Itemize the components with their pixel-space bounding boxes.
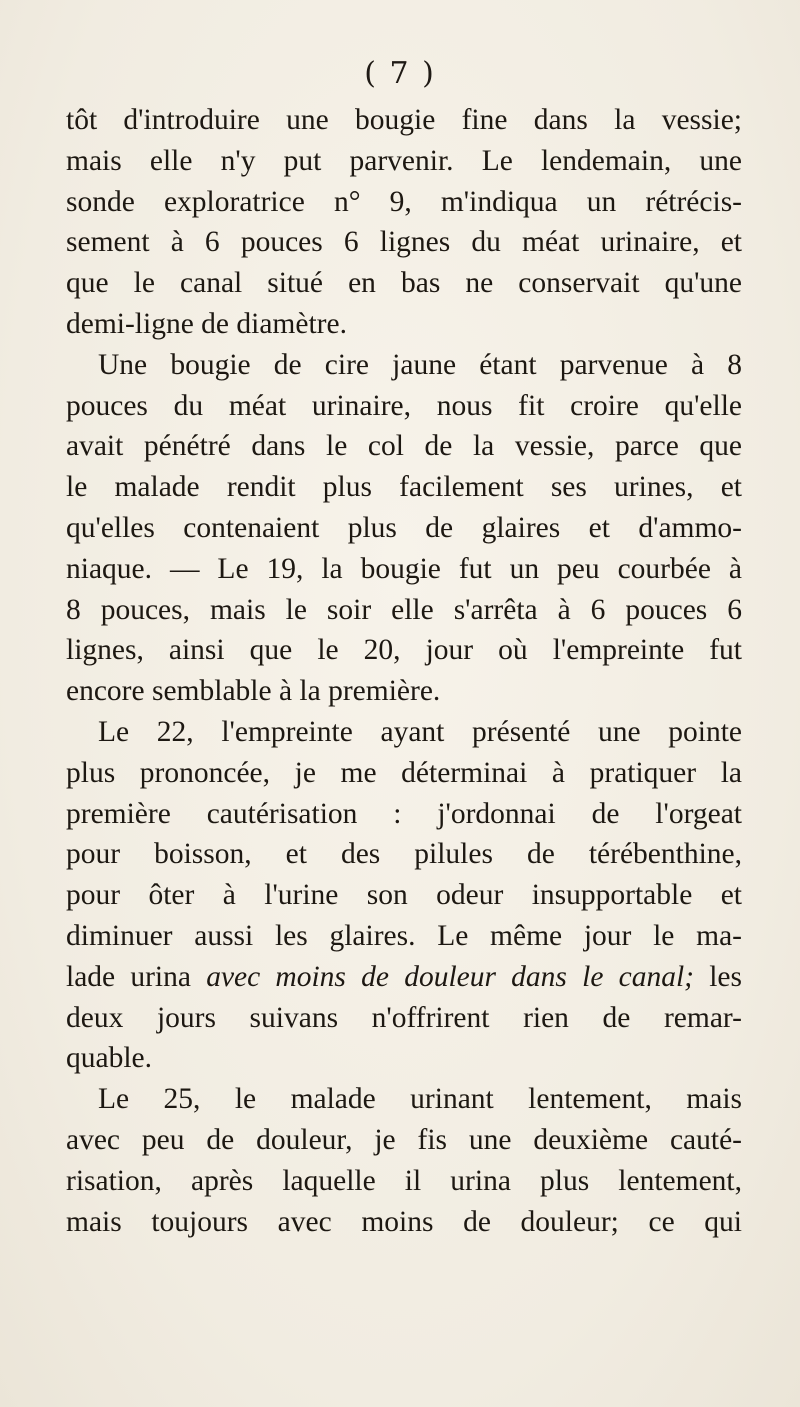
text-segment: les	[709, 960, 742, 993]
body-text	[66, 100, 742, 1242]
text-line: encore semblable à la première.	[66, 675, 441, 708]
text-line-mixed	[66, 957, 742, 998]
text-line: sonde exploratrice n° 9, m'indiqua un rétrécis-	[66, 185, 742, 218]
text-segment: lade urina	[66, 960, 191, 993]
text-line: Une bougie de cire jaune étant parvenue à 8	[98, 348, 742, 381]
text-line: avec peu de douleur, je fis une deuxième cauté-	[66, 1123, 742, 1156]
text-line: tôt d'introduire une bougie fine dans la vessie;	[66, 104, 742, 136]
text-line: Le 25, le malade urinant lentement, mais	[98, 1083, 742, 1116]
text-line: 8 pouces, mais le soir elle s'arrêta à 6 pouces 6	[66, 593, 742, 626]
text-line: lignes, ainsi que le 20, jour où l'empreinte fut	[66, 634, 742, 667]
text-line: niaque. — Le 19, la bougie fut un peu courbée à	[66, 552, 742, 585]
text-line: pour boisson, et des pilules de térébenthine,	[66, 838, 742, 871]
text-line: que le canal situé en bas ne conservait qu'une	[66, 267, 742, 300]
text-line: deux jours suivans n'offrirent rien de remar-	[66, 1001, 742, 1034]
text-line: plus prononcée, je me déterminai à pratiquer la	[66, 756, 742, 789]
text-line: quable.	[66, 1042, 153, 1075]
text-line: qu'elles contenaient plus de glaires et d'ammo-	[66, 511, 742, 544]
italic-segment: avec moins de douleur dans le canal;	[206, 960, 694, 993]
text-line: risation, après laquelle il urina plus lentement,	[66, 1164, 742, 1197]
text-line: le malade rendit plus facilement ses urines, et	[66, 471, 742, 504]
text-line: Le 22, l'empreinte ayant présenté une pointe	[98, 715, 742, 748]
text-line: mais elle n'y put parvenir. Le lendemain, une	[66, 144, 742, 177]
text-line: mais toujours avec moins de douleur; ce qui	[66, 1205, 742, 1238]
text-line: première cautérisation : j'ordonnai de l'orgeat	[66, 797, 742, 830]
text-line: demi-ligne de diamètre.	[66, 307, 347, 340]
text-line: sement à 6 pouces 6 lignes du méat urinaire, et	[66, 226, 742, 259]
page-number: ( 7 )	[364, 56, 436, 91]
text-line: pouces du méat urinaire, nous fit croire qu'elle	[66, 389, 742, 422]
text-line: pour ôter à l'urine son odeur insupportable et	[66, 879, 742, 912]
text-line: diminuer aussi les glaires. Le même jour le ma-	[66, 919, 742, 952]
text-line: avait pénétré dans le col de la vessie, parce que	[66, 430, 742, 463]
